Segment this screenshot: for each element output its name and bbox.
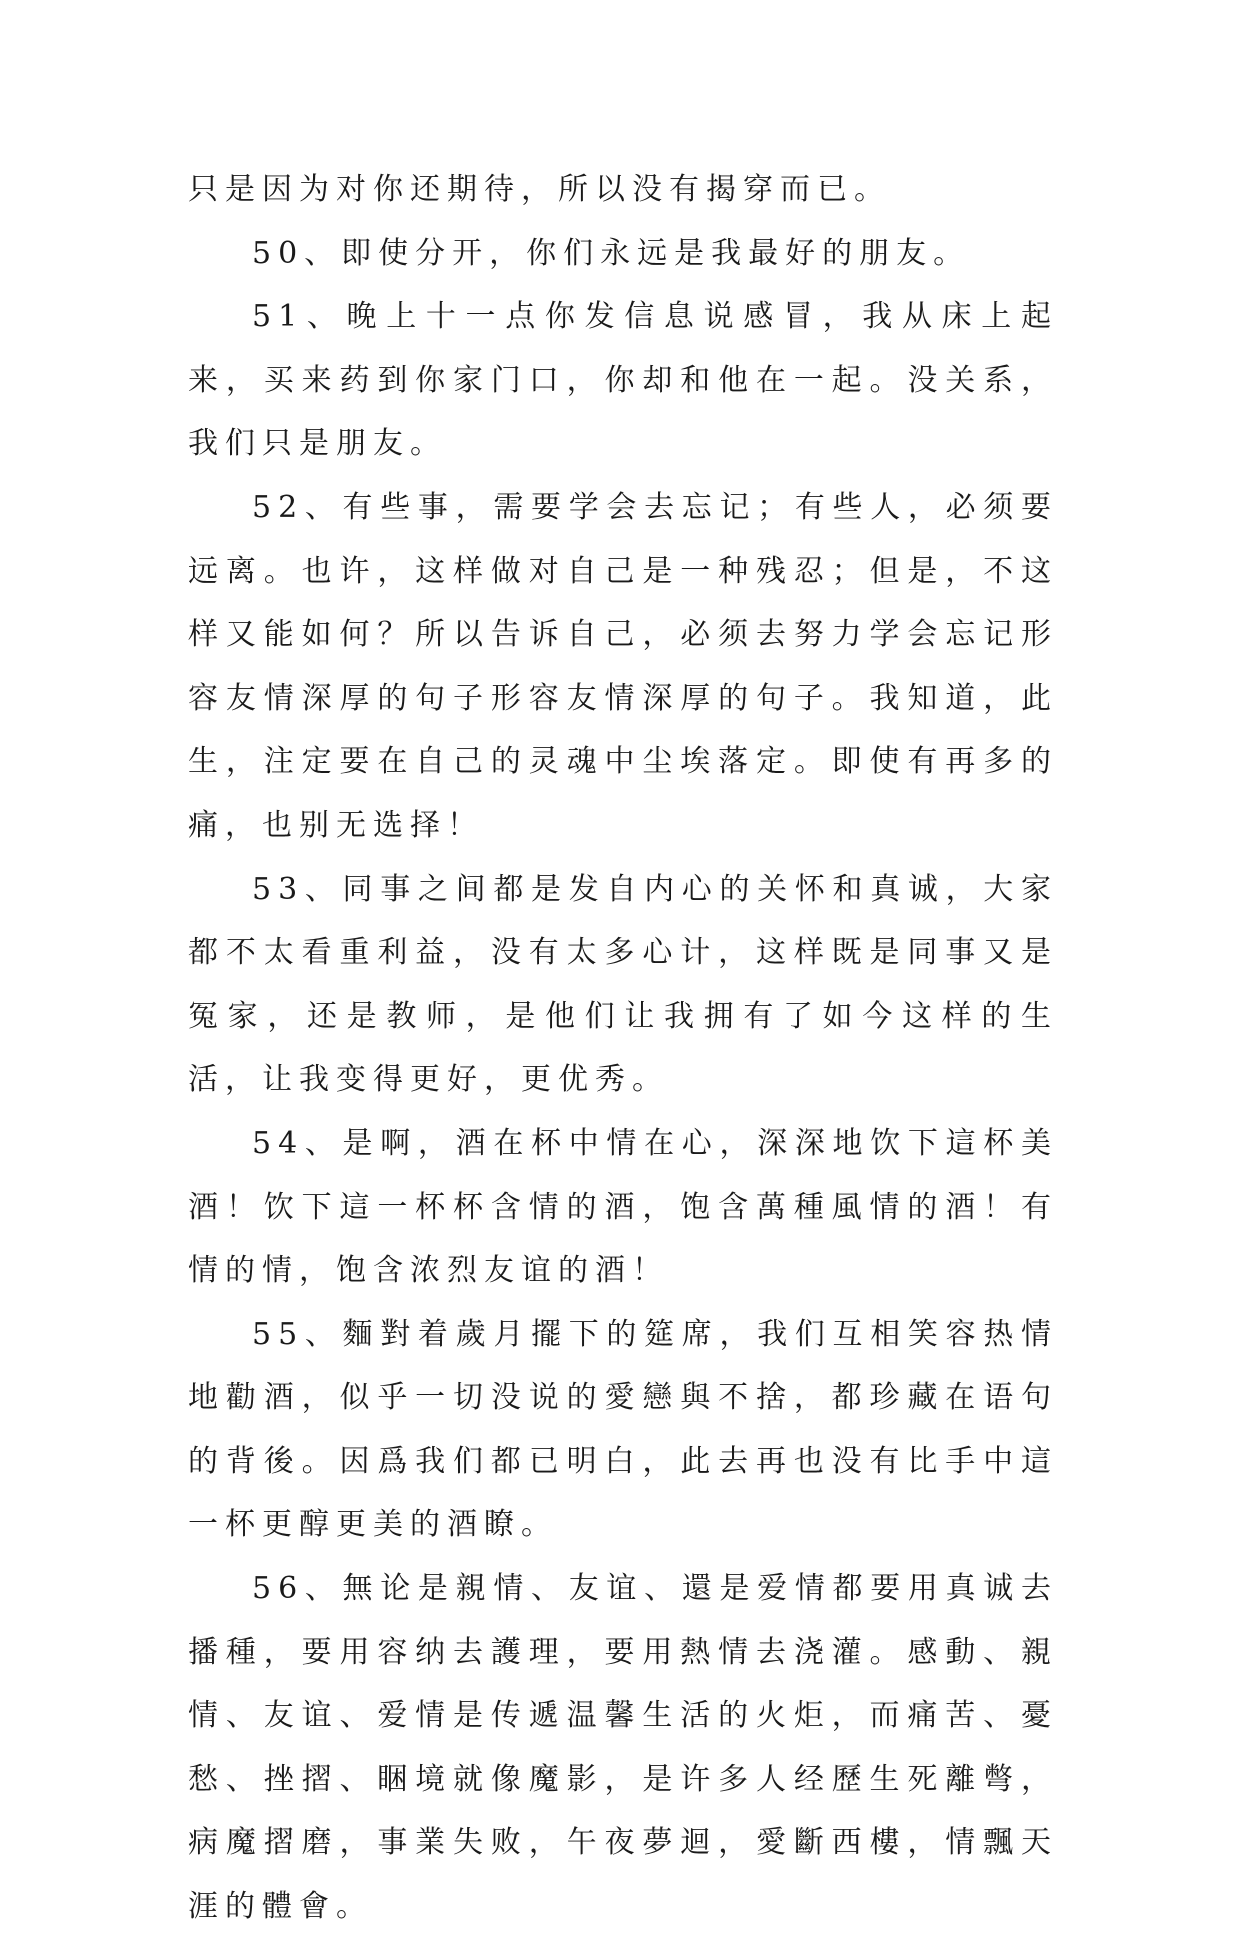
paragraph-53: 53、同事之间都是发自内心的关怀和真诚，大家都不太看重利益，没有太多心计，这样既是同事又是冤家，还是教师，是他们让我拥有了如今这样的生活，让我变得更好，更优秀。 <box>188 871 1058 1098</box>
paragraph-55: 55、麵對着歲月擺下的筵席，我们互相笑容热情地勸酒，似乎一切没说的愛戀與不捨，都珍藏在语句的背後。因爲我们都已明白，此去再也没有比手中這一杯更醇更美的酒瞭。 <box>188 1316 1058 1543</box>
paragraph-continuation: 只是因为对你还期待，所以没有揭穿而已。 <box>188 172 891 207</box>
paragraph-54: 54、是啊，酒在杯中情在心，深深地饮下這杯美酒！饮下這一杯杯含情的酒，饱含萬種風情的酒！有情的情，饱含浓烈友谊的酒！ <box>188 1125 1058 1289</box>
document-body <box>188 158 1058 1939</box>
paragraph-52: 52、有些事，需要学会去忘记；有些人，必须要远离。也许，这样做对自己是一种残忍；但是，不这样又能如何？所以告诉自己，必须去努力学会忘记形容友情深厚的句子形容友情深厚的句子。我知道，此生，注定要在自己的灵魂中尘埃落定。即使有再多的痛，也别无选择！ <box>188 489 1058 843</box>
paragraph-50: 50、即使分开，你们永远是我最好的朋友。 <box>252 235 971 271</box>
paragraph-51: 51、晚上十一点你发信息说感冒，我从床上起来，买来药到你家门口，你却和他在一起。没关系，我们只是朋友。 <box>188 299 1058 462</box>
paragraph-56: 56、無论是親情、友谊、還是爱情都要用真诚去播種，要用容纳去護理，要用熱情去浇灌。感動、親情、友谊、爱情是传遞温馨生活的火炬，而痛苦、憂愁、挫摺、睏境就像魔影，是许多人经歷生死離彆，病魔摺磨，事業失败，午夜夢迴，愛斷西樓，情飄天涯的體會。 <box>188 1571 1058 1925</box>
